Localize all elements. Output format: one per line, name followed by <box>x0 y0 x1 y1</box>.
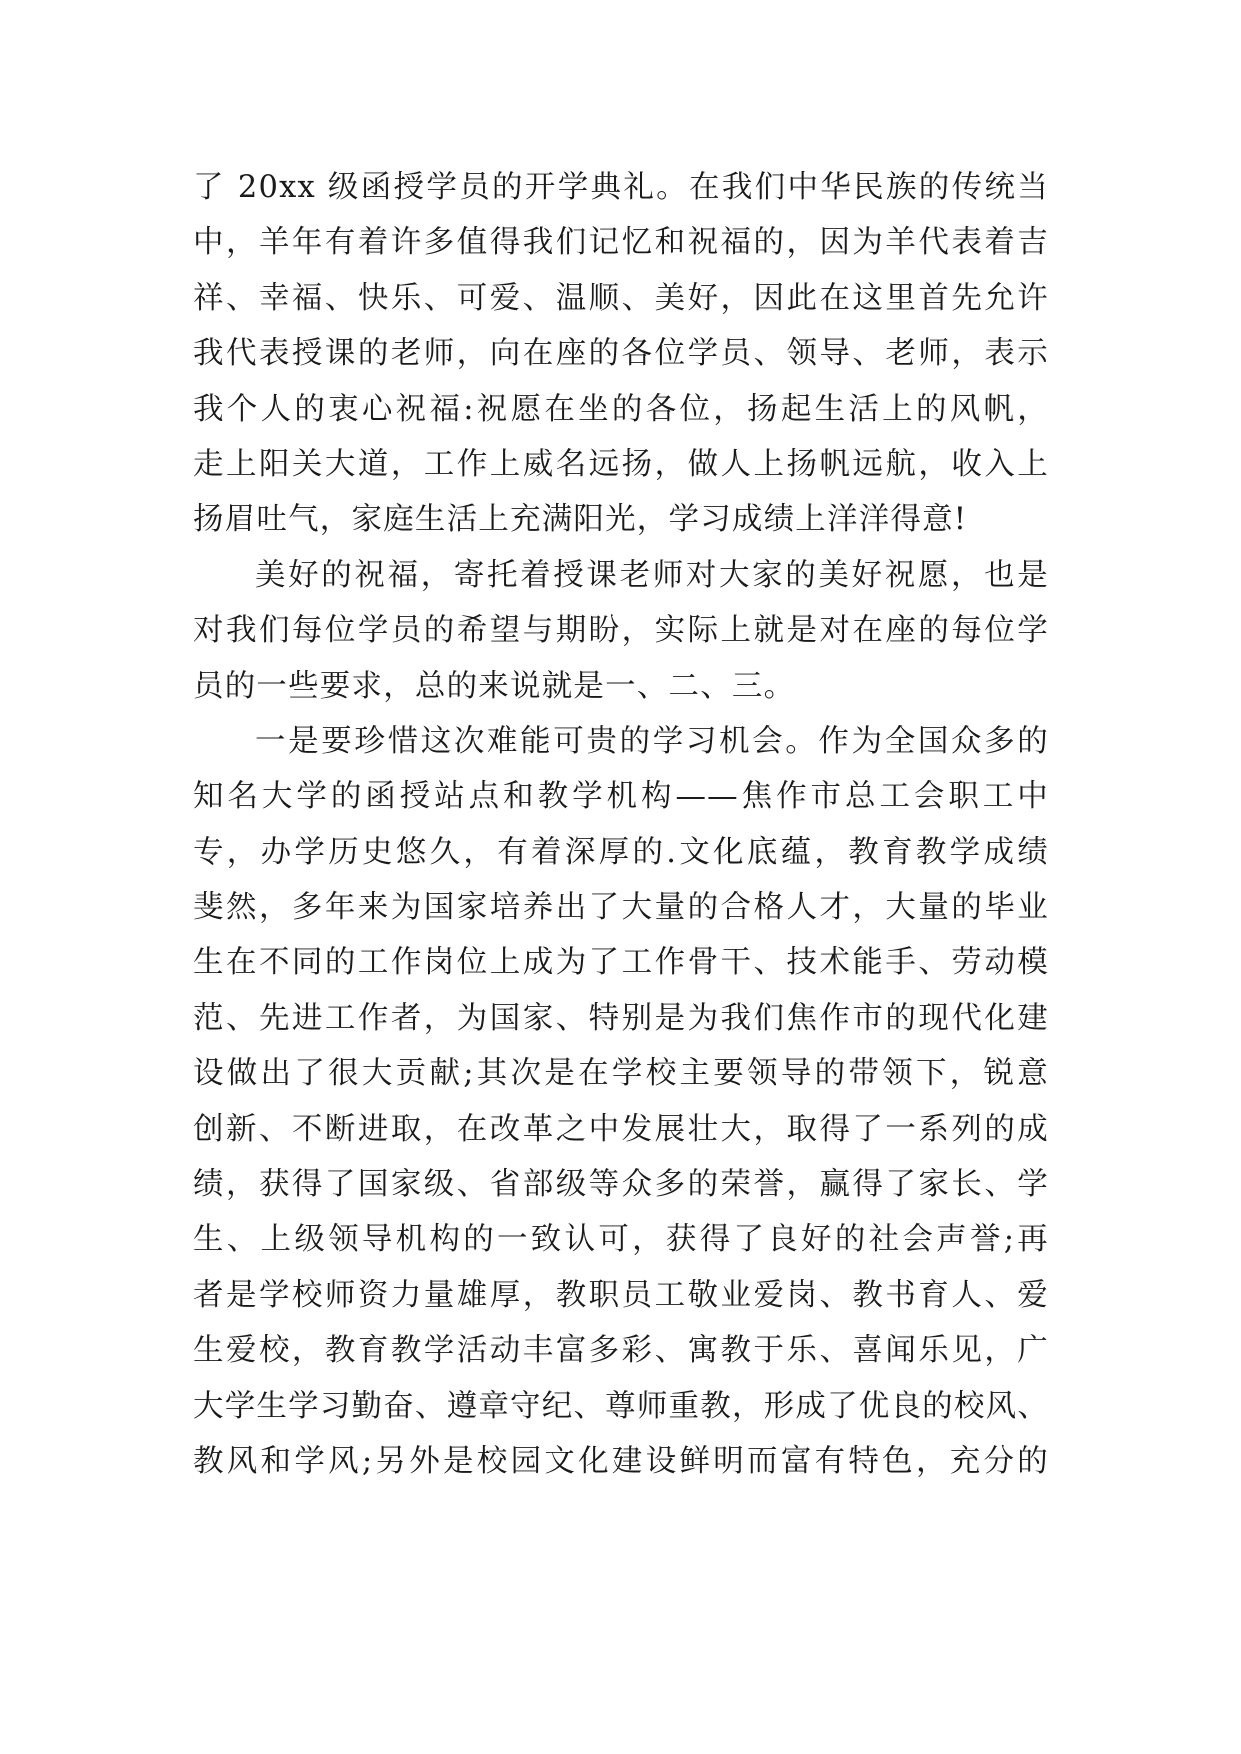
text-line-12: 知名大学的函授站点和教学机构——焦作市总工会职工中 <box>193 779 1049 815</box>
text-line-7: 扬眉吐气，家庭生活上充满阳光，学习成绩上洋洋得意! <box>193 502 968 538</box>
text-line-22: 生爱校，教育教学活动丰富多彩、寓教于乐、喜闻乐见，广 <box>193 1333 1049 1369</box>
text-line-13: 专，办学历史悠久，有着深厚的.文化底蕴，教育教学成绩 <box>193 834 1049 870</box>
text-line-20: 生、上级领导机构的一致认可，获得了良好的社会声誉;再 <box>193 1222 1049 1258</box>
text-line-5: 我个人的衷心祝福:祝愿在坐的各位，扬起生活上的风帆， <box>193 391 1049 427</box>
text-line-21: 者是学校师资力量雄厚，教职员工敬业爱岗、教书育人、爱 <box>193 1277 1049 1313</box>
text-line-19: 绩，获得了国家级、省部级等众多的荣誉，赢得了家长、学 <box>193 1167 1049 1203</box>
text-line-11: 一是要珍惜这次难能可贵的学习机会。作为全国众多的 <box>255 723 1049 759</box>
text-line-3: 祥、幸福、快乐、可爱、温顺、美好，因此在这里首先允许 <box>193 280 1049 316</box>
body-text <box>193 160 1049 1489</box>
text-line-6: 走上阳关大道，工作上威名远扬，做人上扬帆远航，收入上 <box>193 446 1049 482</box>
text-line-23: 大学生学习勤奋、遵章守纪、尊师重教，形成了优良的校风、 <box>193 1388 1049 1424</box>
text-line-1: 了 20xx 级函授学员的开学典礼。在我们中华民族的传统当 <box>193 170 1049 205</box>
text-line-15: 生在不同的工作岗位上成为了工作骨干、技术能手、劳动模 <box>193 945 1049 981</box>
text-line-2: 中，羊年有着许多值得我们记忆和祝福的，因为羊代表着吉 <box>193 225 1049 261</box>
text-line-16: 范、先进工作者，为国家、特别是为我们焦作市的现代化建 <box>193 1000 1049 1036</box>
text-line-4: 我代表授课的老师，向在座的各位学员、领导、老师，表示 <box>193 336 1049 372</box>
text-line-14: 斐然，多年来为国家培养出了大量的合格人才，大量的毕业 <box>193 890 1049 926</box>
text-line-17: 设做出了很大贡献;其次是在学校主要领导的带领下，锐意 <box>193 1056 1049 1092</box>
text-line-18: 创新、不断进取，在改革之中发展壮大，取得了一系列的成 <box>193 1111 1049 1147</box>
text-line-8: 美好的祝福，寄托着授课老师对大家的美好祝愿，也是 <box>255 557 1049 593</box>
text-line-10: 员的一些要求，总的来说就是一、二、三。 <box>193 668 796 704</box>
text-line-24: 教风和学风;另外是校园文化建设鲜明而富有特色，充分的 <box>193 1443 1049 1479</box>
text-line-9: 对我们每位学员的希望与期盼，实际上就是对在座的每位学 <box>193 613 1049 649</box>
